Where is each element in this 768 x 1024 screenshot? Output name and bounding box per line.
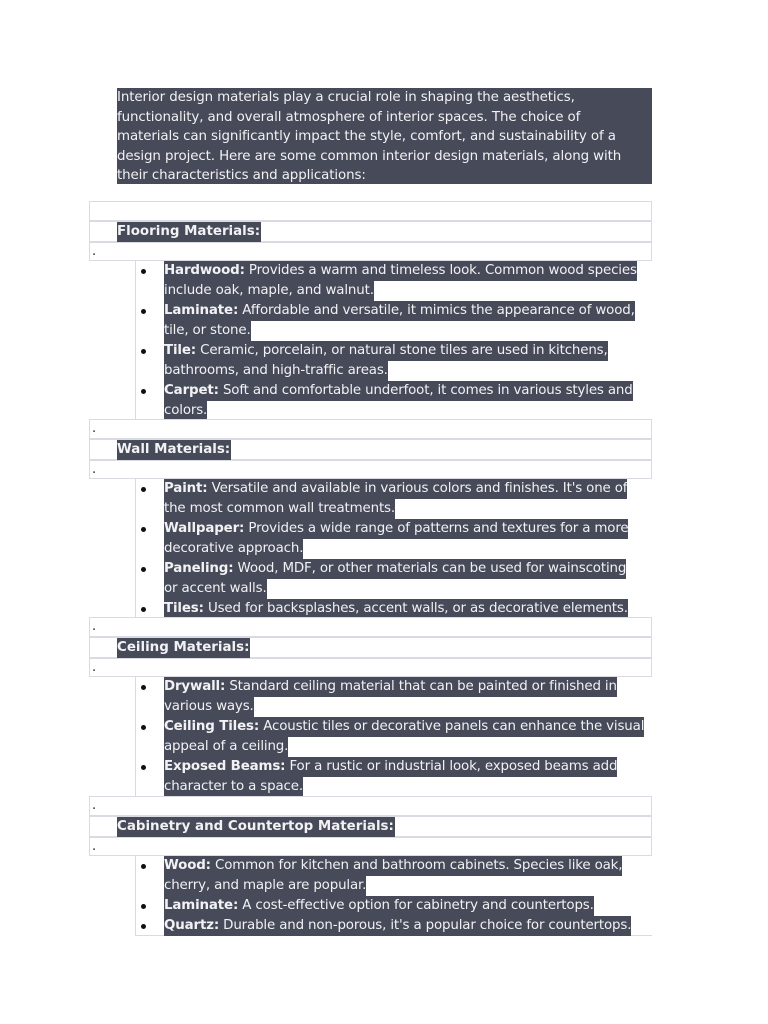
list-item-text: Used for backsplashes, accent walls, or as decorative elements. bbox=[207, 601, 628, 616]
list-item-text: character to a space. bbox=[164, 779, 303, 794]
bullet-marker bbox=[141, 527, 146, 532]
list-item-text: tile, or stone. bbox=[164, 323, 251, 338]
list-item-line bbox=[164, 261, 637, 281]
bullet-list bbox=[135, 677, 652, 797]
list-item bbox=[136, 677, 653, 717]
list-item-term: Exposed Beams: bbox=[164, 759, 286, 774]
list-item-line bbox=[164, 341, 608, 361]
list-item-line bbox=[164, 737, 288, 757]
bullet-marker bbox=[141, 309, 146, 314]
list-item-line bbox=[164, 916, 631, 936]
bullet-marker bbox=[141, 685, 146, 690]
list-item bbox=[136, 519, 653, 559]
list-item-line bbox=[164, 757, 617, 777]
list-item-term: Carpet: bbox=[164, 383, 219, 398]
list-item-text: include oak, maple, and walnut. bbox=[164, 283, 374, 298]
list-item-term: Ceiling Tiles: bbox=[164, 719, 260, 734]
list-item-line bbox=[164, 896, 594, 916]
section-heading: Ceiling Materials: bbox=[117, 638, 250, 658]
list-item-text: various ways. bbox=[164, 699, 254, 714]
list-item-text: Common for kitchen and bathroom cabinets. Species like oak, bbox=[215, 858, 623, 873]
list-item-line bbox=[164, 361, 388, 381]
intro-line: materials can significantly impact the style, comfort, and sustainability of a bbox=[117, 129, 616, 144]
list-item-text: Acoustic tiles or decorative panels can enhance the visual bbox=[263, 719, 645, 734]
list-item-term: Tile: bbox=[164, 343, 197, 358]
list-item-term: Paint: bbox=[164, 481, 208, 496]
intro-line: functionality, and overall atmosphere of interior spaces. The choice of bbox=[117, 109, 581, 125]
list-item-line bbox=[164, 539, 303, 559]
intro-line: design project. Here are some common interior design materials, along with bbox=[117, 148, 622, 164]
list-item-term: Hardwood: bbox=[164, 263, 245, 278]
list-item-line bbox=[164, 519, 628, 539]
list-item-term: Paneling: bbox=[164, 561, 234, 576]
list-item-term: Tiles: bbox=[164, 601, 204, 616]
list-item-text: appeal of a ceiling. bbox=[164, 739, 289, 754]
intro-line: their characteristics and applications: bbox=[117, 168, 366, 183]
list-item bbox=[136, 261, 653, 301]
section-heading: Cabinetry and Countertop Materials: bbox=[117, 817, 395, 837]
list-item-text: or accent walls. bbox=[164, 581, 267, 596]
list-item bbox=[136, 341, 653, 381]
list-item-line bbox=[164, 559, 626, 579]
bullet-list bbox=[135, 479, 652, 619]
bullet-marker bbox=[141, 904, 146, 909]
list-item-line bbox=[164, 401, 207, 421]
list-item bbox=[136, 757, 653, 797]
list-item bbox=[136, 559, 653, 599]
list-item-line bbox=[164, 479, 627, 499]
list-item-line bbox=[164, 281, 374, 301]
separator-dot: . bbox=[92, 839, 97, 854]
list-item-text: Provides a wide range of patterns and textures for a more bbox=[248, 521, 629, 536]
list-item-text: For a rustic or industrial look, exposed beams add bbox=[289, 759, 618, 774]
list-item-line bbox=[164, 301, 635, 321]
list-item-line bbox=[164, 777, 303, 797]
list-item-line bbox=[164, 381, 633, 401]
intro-line: Interior design materials play a crucial role in shaping the aesthetics, bbox=[117, 90, 575, 105]
list-item-text: colors. bbox=[164, 403, 208, 418]
section-heading: Wall Materials: bbox=[117, 440, 231, 460]
separator-row bbox=[89, 460, 652, 479]
list-item bbox=[136, 479, 653, 519]
separator-row bbox=[89, 419, 652, 439]
list-item-line bbox=[164, 677, 617, 697]
list-item bbox=[136, 301, 653, 341]
list-item bbox=[136, 717, 653, 757]
list-item bbox=[136, 599, 653, 619]
bullet-marker bbox=[141, 487, 146, 492]
list-item-line bbox=[164, 599, 628, 619]
bullet-marker bbox=[141, 607, 146, 612]
list-item-line bbox=[164, 856, 622, 876]
list-item-text: the most common wall treatments. bbox=[164, 501, 395, 516]
list-item-term: Drywall: bbox=[164, 679, 226, 694]
bullet-marker bbox=[141, 389, 146, 394]
bullet-marker bbox=[141, 349, 146, 354]
separator-dot: . bbox=[92, 660, 97, 675]
separator-dot: . bbox=[92, 619, 97, 634]
list-item-text: Affordable and versatile, it mimics the appearance of wood, bbox=[242, 303, 635, 318]
bullet-marker bbox=[141, 269, 146, 274]
separator-row bbox=[89, 796, 652, 816]
list-item-line bbox=[164, 697, 254, 717]
list-item-text: Ceramic, porcelain, or natural stone tiles are used in kitchens, bbox=[200, 343, 608, 358]
list-item-line bbox=[164, 876, 366, 896]
list-item-term: Wallpaper: bbox=[164, 521, 245, 536]
bullet-marker bbox=[141, 924, 146, 929]
list-item-text: decorative approach. bbox=[164, 541, 304, 556]
list-item-text: Durable and non-porous, it's a popular choice for countertops. bbox=[223, 918, 632, 933]
list-item-line bbox=[164, 321, 251, 341]
bullet-list bbox=[135, 856, 652, 936]
list-item-text: cherry, and maple are popular. bbox=[164, 878, 367, 893]
separator-dot: . bbox=[92, 244, 97, 259]
list-item-term: Laminate: bbox=[164, 303, 239, 318]
list-item bbox=[136, 381, 653, 421]
separator-row bbox=[89, 242, 652, 261]
list-item-text: Soft and comfortable underfoot, it comes in various styles and bbox=[222, 383, 633, 398]
bullet-marker bbox=[141, 864, 146, 869]
bullet-marker bbox=[141, 765, 146, 770]
separator-row bbox=[89, 658, 652, 677]
separator-dot: . bbox=[92, 462, 97, 477]
list-item-line bbox=[164, 499, 395, 519]
list-item-text: Standard ceiling material that can be painted or finished in bbox=[229, 679, 617, 694]
list-item-term: Quartz: bbox=[164, 918, 220, 933]
separator-dot: . bbox=[92, 421, 97, 436]
intro-paragraph bbox=[117, 88, 652, 184]
list-item-text: Provides a warm and timeless look. Common wood species bbox=[248, 263, 637, 278]
bullet-marker bbox=[141, 567, 146, 572]
list-item-line bbox=[164, 579, 267, 599]
separator-row bbox=[89, 837, 652, 856]
list-item-text: Versatile and available in various colors and finishes. It's one of bbox=[211, 481, 628, 496]
list-item-term: Laminate: bbox=[164, 898, 239, 913]
bullet-marker bbox=[141, 725, 146, 730]
list-item-line bbox=[164, 717, 644, 737]
list-item bbox=[136, 896, 653, 916]
list-item-term: Wood: bbox=[164, 858, 211, 873]
bullet-list bbox=[135, 261, 652, 421]
separator-row bbox=[89, 617, 652, 637]
list-item-text: bathrooms, and high-traffic areas. bbox=[164, 363, 388, 378]
section-heading: Flooring Materials: bbox=[117, 222, 261, 242]
separator-dot: . bbox=[92, 798, 97, 813]
separator-row bbox=[89, 201, 652, 221]
list-item-text: A cost-effective option for cabinetry and countertops. bbox=[242, 898, 594, 913]
list-item bbox=[136, 856, 653, 896]
list-item-text: Wood, MDF, or other materials can be used for wainscoting bbox=[237, 561, 627, 576]
list-item bbox=[136, 916, 653, 936]
